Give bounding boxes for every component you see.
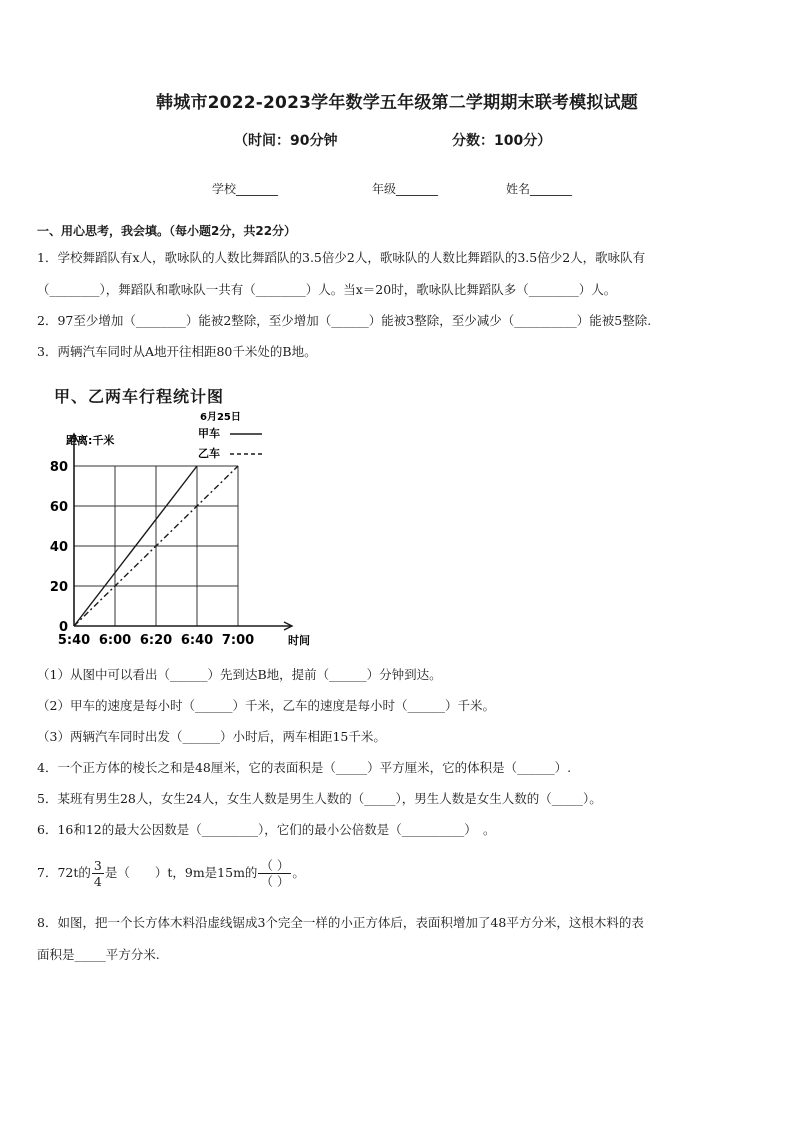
y-tick-label: 20	[49, 580, 68, 595]
question-1-line-1: 1．学校舞蹈队有x人，歌咏队的人数比舞蹈队的3.5倍少2人，歌咏队的人数比舞蹈队的3.5倍少2人，歌咏队有	[37, 250, 646, 265]
chart-title: 甲、乙两车行程统计图	[54, 387, 225, 406]
x-tick-label: 7:00	[221, 633, 255, 648]
question-7-part-c: 。	[292, 865, 305, 880]
legend-label-jia: 甲车	[198, 427, 220, 440]
question-4: 4．一个正方体的棱长之和是48厘米，它的表面积是（_____）平方厘米，它的体积是（______）.	[37, 760, 572, 775]
question-8-line-1: 8．如图，把一个长方体木料沿虚线锯成3个完全一样的小正方体后，表面积增加了48平方分米，这根木料的表	[37, 915, 644, 930]
question-2: 2．97至少增加（________）能被2整除，至少增加（______）能被3整除，至少减少（__________）能被5整除.	[37, 313, 652, 328]
page-title: 韩城市2022-2023学年数学五年级第二学期期末联考模拟试题	[156, 93, 638, 113]
fraction-three-quarters: $\frac{3}{4}$	[93, 858, 102, 889]
question-3: 3．两辆汽车同时从A地开往相距80千米处的B地。	[37, 344, 317, 359]
chart-axes	[70, 434, 292, 630]
question-3-part-1: （1）从图中可以看出（______）先到达B地，提前（______）分钟到达。	[37, 667, 442, 682]
name-field: 姓名_______	[506, 182, 573, 196]
question-7-part-b: 是（ ）t，9m是15m的	[104, 865, 258, 880]
x-tick-label: 6:40	[180, 633, 214, 648]
x-tick-label: 6:00	[98, 633, 132, 648]
section-heading: 一、用心思考，我会填。（每小题2分，共22分）	[37, 224, 297, 238]
school-field: 学校_______	[212, 182, 279, 196]
question-3-part-2: （2）甲车的速度是每小时（______）千米，乙车的速度是每小时（______）千米。	[37, 698, 495, 713]
fraction-blank: $\frac{( )}{( )}$	[260, 858, 290, 889]
question-7-part-a: 7．72t的	[37, 865, 91, 880]
x-axis-label: 时间	[288, 634, 310, 647]
x-tick-label: 5:40	[57, 633, 91, 648]
question-3-part-3: （3）两辆汽车同时出发（______）小时后，两车相距15千米。	[37, 729, 386, 744]
legend-label-yi: 乙车	[198, 447, 220, 460]
y-tick-label: 80	[49, 460, 68, 475]
question-1-line-2: （________），舞蹈队和歌咏队一共有（________）人。当x＝20时，歌咏队比舞蹈队多（________）人。	[37, 282, 617, 297]
grade-field: 年级_______	[372, 182, 439, 196]
chart-date: 6月25日	[200, 412, 241, 423]
question-5: 5．某班有男生28人，女生24人，女生人数是男生人数的（_____），男生人数是女生人数的（_____）。	[37, 791, 602, 806]
question-7	[37, 858, 305, 889]
y-tick-label: 60	[49, 500, 68, 515]
y-axis-label: 距离:千米	[66, 434, 115, 447]
y-tick-label: 40	[49, 540, 68, 555]
y-tick-label: 0	[58, 620, 68, 635]
question-6: 6．16和12的最大公因数是（_________），它们的最小公倍数是（__________） 。	[37, 822, 496, 837]
exam-score: 分数：100分）	[452, 133, 552, 149]
question-8-line-2: 面积是_____平方分米.	[37, 947, 160, 962]
distance-time-chart	[40, 404, 320, 654]
x-tick-label: 6:20	[139, 633, 173, 648]
exam-time: （时间：90分钟	[234, 133, 338, 149]
